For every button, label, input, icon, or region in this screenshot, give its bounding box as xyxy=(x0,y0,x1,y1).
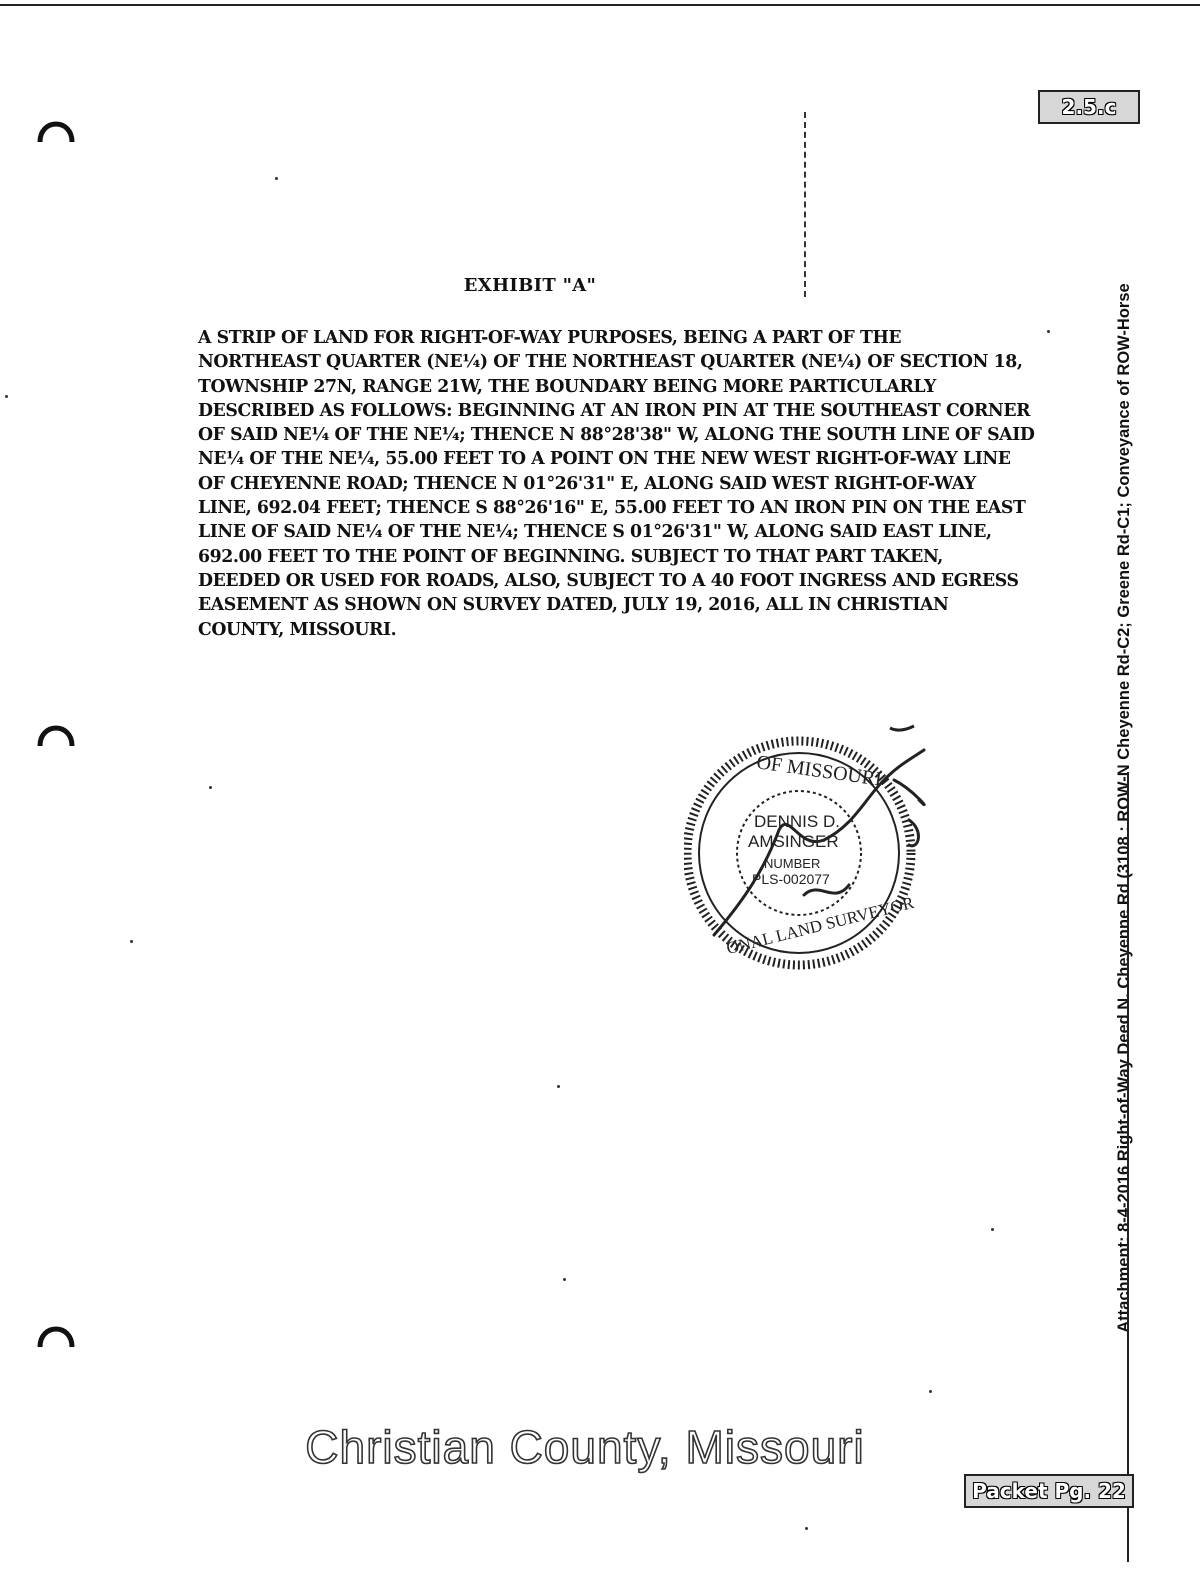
scan-speck xyxy=(209,786,212,789)
scan-speck xyxy=(275,177,278,180)
seal-name-line: DENNIS D. xyxy=(754,812,840,831)
punch-hole-icon xyxy=(36,108,76,148)
legal-description-line: TOWNSHIP 27N, RANGE 21W, THE BOUNDARY BEING MORE PARTICULARLY xyxy=(198,376,936,397)
seal-top-arc-text: OF MISSOURI xyxy=(755,751,884,791)
seal-number-label: NUMBER xyxy=(764,856,821,871)
attachment-side-caption: Attachment: 8-4-2016 Right-of-Way Deed N. Cheyenne Rd (3108 : ROW-N Cheyenne Rd-C2; Greene Rd-C1; Conveyance of ROW-Horse xyxy=(1115,283,1133,1333)
scan-speck xyxy=(557,1085,560,1088)
agenda-item-badge: 2.5.c xyxy=(1038,90,1140,124)
top-edge-rule xyxy=(0,4,1200,6)
legal-description-line: NE¼ OF THE NE¼, 55.00 FEET TO A POINT ON THE NEW WEST RIGHT-OF-WAY LINE xyxy=(198,449,1011,470)
punch-hole-icon xyxy=(36,1313,76,1353)
scan-speck xyxy=(130,940,133,943)
seal-bottom-arc-text: ONAL LAND SURVEYOR xyxy=(724,893,916,959)
seal-number: PLS-002077 xyxy=(752,871,830,887)
legal-description-line: COUNTY, MISSOURI. xyxy=(198,619,397,640)
county-footer: Christian County, Missouri xyxy=(305,1421,865,1473)
exhibit-title: EXHIBIT "A" xyxy=(463,275,597,296)
legal-description-line: OF CHEYENNE ROAD; THENCE N 01°26'31" E, ALONG SAID WEST RIGHT-OF-WAY xyxy=(198,473,976,494)
legal-description-line: 692.00 FEET TO THE POINT OF BEGINNING. SUBJECT TO THAT PART TAKEN, xyxy=(198,546,943,567)
legal-description-line: NORTHEAST QUARTER (NE¼) OF THE NORTHEAST QUARTER (NE¼) OF SECTION 18, xyxy=(198,352,1023,373)
margin-rule xyxy=(1127,772,1129,1562)
scan-speck xyxy=(1047,330,1050,333)
packet-page-badge: Packet Pg. 22 xyxy=(964,1474,1134,1508)
punch-hole-icon xyxy=(36,712,76,752)
surveyor-seal xyxy=(684,720,944,970)
legal-description-line: DESCRIBED AS FOLLOWS: BEGINNING AT AN IRON PIN AT THE SOUTHEAST CORNER xyxy=(198,400,1031,421)
legal-description-line: OF SAID NE¼ OF THE NE¼; THENCE N 88°28'38" W, ALONG THE SOUTH LINE OF SAID xyxy=(198,425,1035,446)
scan-speck xyxy=(563,1278,566,1281)
legal-description xyxy=(198,326,1035,642)
legal-description-line: A STRIP OF LAND FOR RIGHT-OF-WAY PURPOSES, BEING A PART OF THE xyxy=(198,328,902,348)
scan-speck xyxy=(805,1527,808,1530)
seal-name-line: AMSINGER xyxy=(748,832,839,851)
scan-speck xyxy=(5,395,8,398)
scan-dashed-line xyxy=(804,112,806,297)
scan-speck xyxy=(929,1390,932,1393)
scan-speck xyxy=(991,1228,994,1231)
legal-description-line: LINE, 692.04 FEET; THENCE S 88°26'16" E, 55.00 FEET TO AN IRON PIN ON THE EAST xyxy=(198,498,1026,519)
legal-description-line: DEEDED OR USED FOR ROADS, ALSO, SUBJECT TO A 40 FOOT INGRESS AND EGRESS xyxy=(198,570,1019,591)
legal-description-line: EASEMENT AS SHOWN ON SURVEY DATED, JULY 19, 2016, ALL IN CHRISTIAN xyxy=(198,595,949,616)
legal-description-line: LINE OF SAID NE¼ OF THE NE¼; THENCE S 01°26'31" W, ALONG SAID EAST LINE, xyxy=(198,522,992,543)
